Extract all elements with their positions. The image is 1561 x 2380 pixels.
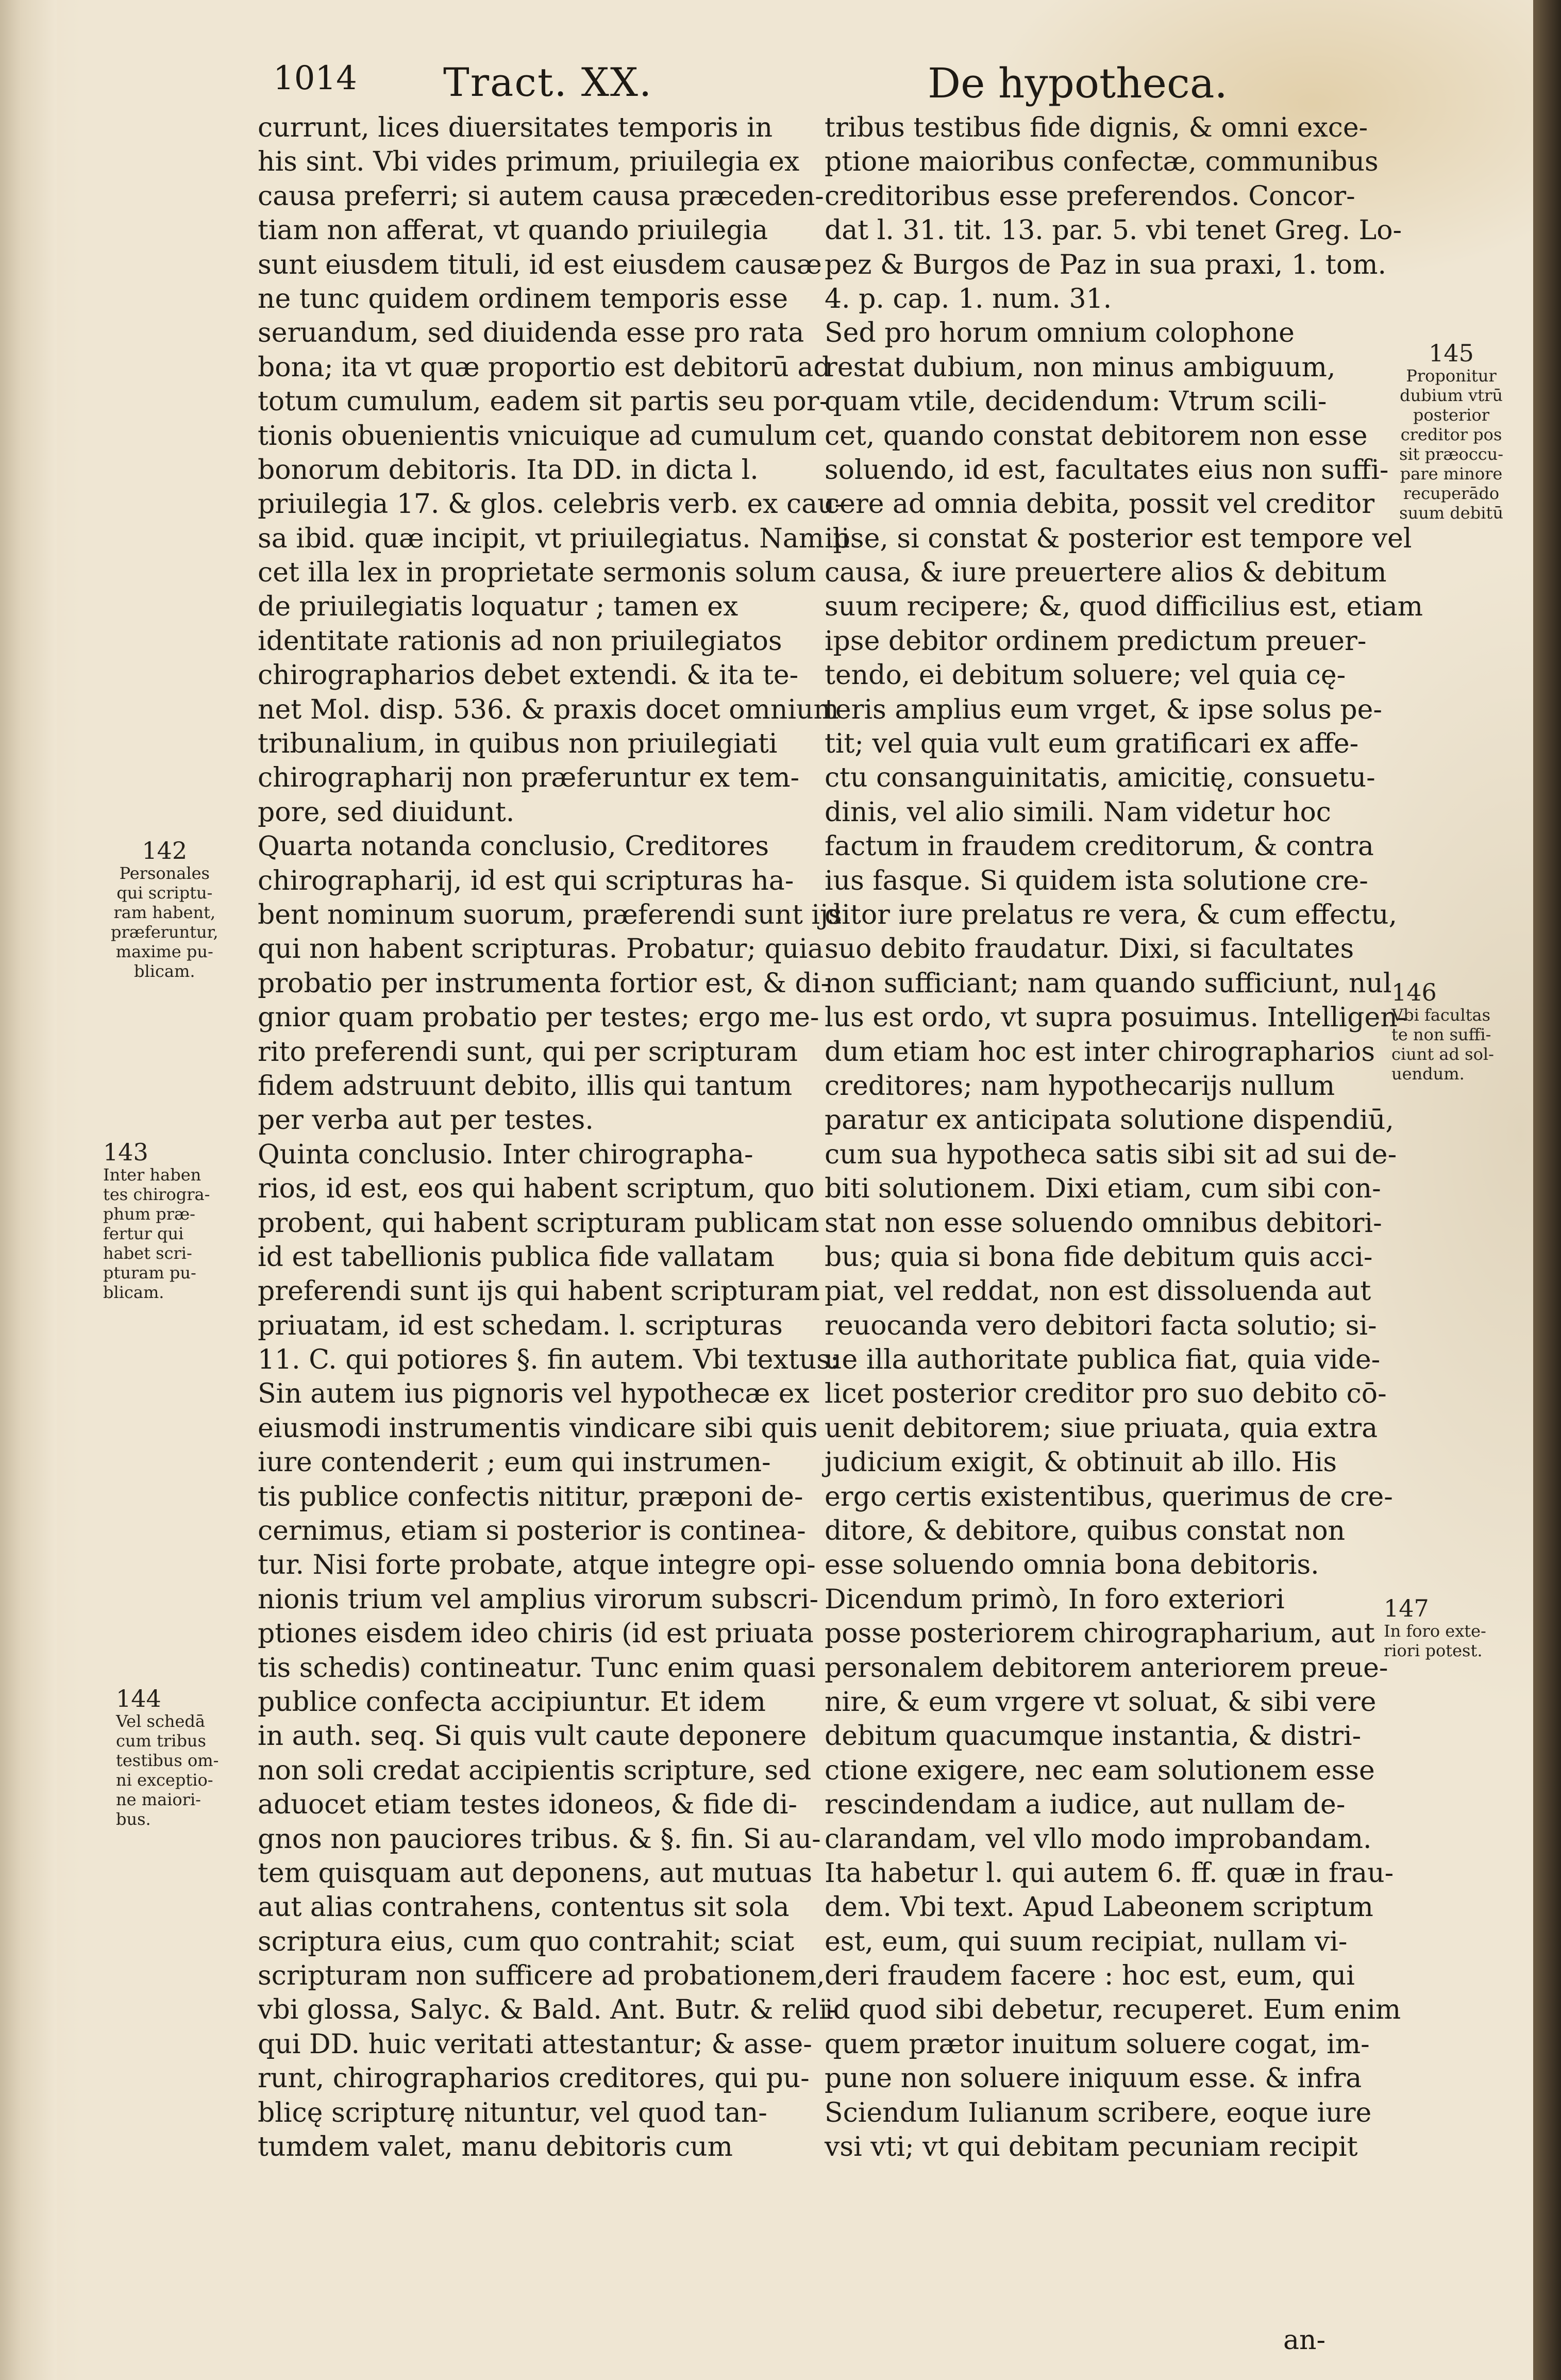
text-line: probent, qui habent scripturam publicam bbox=[258, 1207, 819, 1239]
book-edge bbox=[1533, 0, 1561, 2380]
text-line: sa ibid. quæ incipit, vt priuilegiatus. Nam li bbox=[258, 523, 850, 554]
marginal-note-line: In foro exte- bbox=[1384, 1621, 1486, 1641]
text-line: est, eum, qui suum recipiat, nullam vi- bbox=[825, 1926, 1348, 1957]
text-line: cere ad omnia debita, possit vel creditor bbox=[825, 489, 1375, 520]
text-line: Ita habetur l. qui autem 6. ff. quæ in frau- bbox=[825, 1857, 1394, 1889]
text-line: nionis trium vel amplius virorum subscri- bbox=[258, 1584, 819, 1615]
text-line: cet, quando constat debitorem non esse bbox=[825, 420, 1368, 452]
text-line: paratur ex anticipata solutione dispendiū, bbox=[825, 1105, 1394, 1136]
text-line: priuatam, id est schedam. l. scripturas bbox=[258, 1310, 783, 1341]
text-line: tis publice confectis nititur, præponi de- bbox=[258, 1481, 803, 1512]
marginal-note-line: posterior bbox=[1413, 405, 1490, 425]
text-line: tur. Nisi forte probate, atque integre opi- bbox=[258, 1550, 816, 1581]
marginal-note-line: Vel schedā bbox=[116, 1711, 205, 1731]
text-line: ditore, & debitore, quibus constat non bbox=[825, 1516, 1346, 1547]
marginal-note-146 bbox=[1391, 979, 1494, 1084]
text-line: preferendi sunt ijs qui habent scripturam bbox=[258, 1276, 820, 1307]
text-line: teris amplius eum vrget, & ipse solus pe- bbox=[825, 694, 1382, 725]
page-gutter bbox=[0, 0, 57, 2380]
text-line: gnos non pauciores tribus. & §. fin. Si au- bbox=[258, 1823, 821, 1855]
marginal-note-line: recuperādo bbox=[1403, 484, 1500, 503]
text-line: de priuilegiatis loquatur ; tamen ex bbox=[258, 591, 738, 623]
marginal-note-line: te non suffi- bbox=[1391, 1025, 1491, 1044]
text-line: dinis, vel alio simili. Nam videtur hoc bbox=[825, 796, 1331, 828]
marginal-note-line: Proponitur bbox=[1406, 366, 1497, 386]
marginal-note-147 bbox=[1384, 1595, 1486, 1660]
text-line: currunt, lices diuersitates temporis in bbox=[258, 112, 773, 143]
marginal-note-line: dubium vtrū bbox=[1400, 386, 1503, 405]
text-line: suum recipere; &, quod difficilius est, etiam bbox=[825, 591, 1423, 623]
marginal-note-line: Vbi facultas bbox=[1391, 1005, 1491, 1025]
text-line: tiam non afferat, vt quando priuilegia bbox=[258, 215, 768, 246]
text-line: ptiones eisdem ideo chiris (id est priuata bbox=[258, 1618, 814, 1650]
text-line: pez & Burgos de Paz in sua praxi, 1. tom. bbox=[825, 249, 1387, 280]
marginal-note-line: bus. bbox=[116, 1809, 151, 1829]
text-line: ditor iure prelatus re vera, & cum effectu, bbox=[825, 899, 1397, 930]
left-text-column bbox=[258, 111, 850, 2164]
text-line: his sint. Vbi vides primum, priuilegia ex bbox=[258, 146, 800, 178]
text-line: qui DD. huic veritati attestantur; & asse- bbox=[258, 2028, 812, 2060]
text-line: cum sua hypotheca satis sibi sit ad sui de- bbox=[825, 1139, 1397, 1170]
marginal-note-line: uendum. bbox=[1391, 1064, 1465, 1084]
text-line: posse posteriorem chirographarium, aut bbox=[825, 1618, 1375, 1650]
marginal-note-line: ne maiori- bbox=[116, 1790, 201, 1809]
running-head-tract: Tract. XX. bbox=[443, 59, 653, 105]
marginal-note-143 bbox=[103, 1139, 210, 1302]
text-line: fidem adstruunt debito, illis qui tantum bbox=[258, 1070, 793, 1102]
text-line: rios, id est, eos qui habent scriptum, quo bbox=[258, 1173, 815, 1205]
marginal-note-line: pturam pu- bbox=[103, 1263, 196, 1283]
text-line: quam vtile, decidendum: Vtrum scili- bbox=[825, 386, 1327, 418]
text-line: tribus testibus fide dignis, & omni exce- bbox=[825, 112, 1368, 143]
text-line: tionis obuenientis vnicuique ad cumulum bbox=[258, 420, 817, 452]
text-line: 4. p. cap. 1. num. 31. bbox=[825, 283, 1112, 314]
catchword: an- bbox=[1283, 2325, 1326, 2356]
marginal-note-line: suum debitū bbox=[1399, 503, 1503, 523]
text-line: id quod sibi debetur, recuperet. Eum enim bbox=[825, 1994, 1401, 2026]
text-line: tendo, ei debitum soluere; vel quia cę- bbox=[825, 660, 1346, 691]
marginal-note-line: phum præ- bbox=[103, 1204, 195, 1224]
text-line: personalem debitorem anteriorem preue- bbox=[825, 1652, 1388, 1684]
text-line: reuocanda vero debitori facta solutio; si- bbox=[825, 1310, 1377, 1341]
marginal-note-line: blicam. bbox=[103, 1283, 164, 1302]
text-line: Sin autem ius pignoris vel hypothecæ ex bbox=[258, 1378, 810, 1410]
marginal-note-line: riori potest. bbox=[1384, 1641, 1483, 1660]
text-line: ipse, si constat & posterior est tempore vel bbox=[825, 523, 1412, 554]
text-line: qui non habent scripturas. Probatur; quia bbox=[258, 934, 824, 965]
marginal-note-142 bbox=[111, 838, 219, 981]
text-line: priuilegia 17. & glos. celebris verb. ex cau- bbox=[258, 489, 844, 520]
marginal-note-number: 142 bbox=[142, 837, 188, 864]
text-line: seruandum, sed diuidenda esse pro rata bbox=[258, 318, 804, 349]
marginal-note-line: maxime pu- bbox=[115, 942, 213, 961]
marginal-note-line: pare minore bbox=[1400, 464, 1503, 484]
text-line: causa, & iure preuertere alios & debitum bbox=[825, 557, 1387, 589]
text-line: sunt eiusdem tituli, id est eiusdem causæ bbox=[258, 249, 822, 280]
text-line: restat dubium, non minus ambiguum, bbox=[825, 352, 1336, 383]
text-line: pore, sed diuidunt. bbox=[258, 796, 515, 828]
text-line: piat, vel reddat, non est dissoluenda aut bbox=[825, 1276, 1371, 1307]
text-line: blicę scripturę nituntur, vel quod tan- bbox=[258, 2097, 767, 2128]
text-line: dum etiam hoc est inter chirographarios bbox=[825, 1036, 1375, 1068]
marginal-note-number: 144 bbox=[116, 1685, 161, 1712]
marginal-note-line: fertur qui bbox=[103, 1224, 184, 1243]
text-line: lus est ordo, vt supra posuimus. Intelligen- bbox=[825, 1002, 1407, 1034]
marginal-note-line: blicam. bbox=[134, 961, 195, 981]
marginal-note-line: Personales bbox=[119, 863, 210, 883]
text-line: net Mol. disp. 536. & praxis docet omnium bbox=[258, 694, 839, 725]
marginal-note-number: 146 bbox=[1391, 978, 1437, 1006]
marginal-note-144 bbox=[116, 1686, 219, 1829]
text-line: id est tabellionis publica fide vallatam bbox=[258, 1241, 775, 1273]
text-line: tumdem valet, manu debitoris cum bbox=[258, 2132, 733, 2163]
text-line: Sciendum Iulianum scribere, eoque iure bbox=[825, 2097, 1372, 2128]
text-line: cernimus, etiam si posterior is continea- bbox=[258, 1516, 806, 1547]
text-line: uenit debitorem; siue priuata, quia extra bbox=[825, 1412, 1378, 1444]
marginal-note-line: ciunt ad sol- bbox=[1391, 1044, 1494, 1064]
text-line: tribunalium, in quibus non priuilegiati bbox=[258, 728, 778, 760]
text-line: deri fraudem facere : hoc est, eum, qui bbox=[825, 1960, 1355, 1992]
text-line: identitate rationis ad non priuilegiatos bbox=[258, 625, 782, 657]
text-line: suo debito fraudatur. Dixi, si facultates bbox=[825, 934, 1354, 965]
running-head-title: De hypotheca. bbox=[928, 59, 1228, 107]
text-line: debitum quacumque instantia, & distri- bbox=[825, 1721, 1362, 1752]
text-line: non soli credat accipientis scripture, sed bbox=[258, 1755, 812, 1786]
text-line: ptione maioribus confectæ, communibus bbox=[825, 146, 1379, 178]
text-line: 11. C. qui potiores §. fin autem. Vbi textus: bbox=[258, 1344, 840, 1376]
marginal-note-line: sit præoccu- bbox=[1399, 444, 1504, 464]
text-line: pune non soluere iniquum esse. & infra bbox=[825, 2063, 1362, 2094]
text-line: in auth. seq. Si quis vult caute deponere bbox=[258, 1721, 807, 1752]
text-line: totum cumulum, eadem sit partis seu por- bbox=[258, 386, 829, 418]
text-line: Sed pro horum omnium colophone bbox=[825, 318, 1295, 349]
text-line: scripturam non sufficere ad probationem, bbox=[258, 1960, 825, 1992]
text-line: chirographarij, id est qui scripturas ha- bbox=[258, 865, 794, 896]
page-number: 1014 bbox=[273, 59, 357, 97]
text-line: Quinta conclusio. Inter chirographa- bbox=[258, 1139, 753, 1170]
text-line: ue illa authoritate publica fiat, quia vide- bbox=[825, 1344, 1381, 1376]
text-line: rescindendam a iudice, aut nullam de- bbox=[825, 1789, 1346, 1821]
text-line: bus; quia si bona fide debitum quis acci- bbox=[825, 1241, 1373, 1273]
text-line: bonorum debitoris. Ita DD. in dicta l. bbox=[258, 454, 759, 486]
marginal-note-line: tes chirogra- bbox=[103, 1185, 210, 1204]
text-line: vbi glossa, Salyc. & Bald. Ant. Butr. & reli- bbox=[258, 1994, 837, 2026]
marginal-note-line: ni exceptio- bbox=[116, 1770, 213, 1790]
text-line: aduocet etiam testes idoneos, & fide di- bbox=[258, 1789, 797, 1821]
text-line: tis schedis) contineatur. Tunc enim quasi bbox=[258, 1652, 816, 1684]
text-line: bent nominum suorum, præferendi sunt ijs bbox=[258, 899, 842, 930]
marginal-note-line: testibus om- bbox=[116, 1751, 219, 1770]
text-line: esse soluendo omnia bona debitoris. bbox=[825, 1550, 1319, 1581]
text-line: chirographarios debet extendi. & ita te- bbox=[258, 660, 799, 691]
text-line: quem prætor inuitum soluere cogat, im- bbox=[825, 2028, 1370, 2060]
text-line: probatio per instrumenta fortior est, & di- bbox=[258, 968, 830, 999]
text-line: ctione exigere, nec eam solutionem esse bbox=[825, 1755, 1375, 1786]
text-line: dat l. 31. tit. 13. par. 5. vbi tenet Greg. Lo- bbox=[825, 215, 1402, 246]
text-line: ergo certis existentibus, querimus de cre- bbox=[825, 1481, 1393, 1512]
text-line: gnior quam probatio per testes; ergo me- bbox=[258, 1002, 819, 1034]
text-line: ipse debitor ordinem predictum preuer- bbox=[825, 625, 1367, 657]
text-line: soluendo, id est, facultates eius non suffi- bbox=[825, 454, 1389, 486]
text-line: Dicendum primò, In foro exteriori bbox=[825, 1584, 1285, 1615]
text-line: publice confecta accipiuntur. Et idem bbox=[258, 1686, 766, 1718]
text-line: chirographarij non præferuntur ex tem- bbox=[258, 762, 800, 794]
text-line: licet posterior creditor pro suo debito cō- bbox=[825, 1378, 1387, 1410]
marginal-note-145 bbox=[1399, 340, 1503, 523]
text-line: judicium exigit, & obtinuit ab illo. His bbox=[825, 1447, 1337, 1478]
text-line: ctu consanguinitatis, amicitię, consuetu- bbox=[825, 762, 1375, 794]
marginal-note-line: ram habent, bbox=[113, 903, 216, 922]
text-line: tit; vel quia vult eum gratificari ex affe- bbox=[825, 728, 1359, 760]
text-line: aut alias contrahens, contentus sit sola bbox=[258, 1892, 790, 1923]
text-line: nire, & eum vrgere vt soluat, & sibi vere bbox=[825, 1686, 1377, 1718]
marginal-note-line: habet scri- bbox=[103, 1243, 192, 1263]
text-line: per verba aut per testes. bbox=[258, 1105, 594, 1136]
text-line: vsi vti; vt qui debitam pecuniam recipit bbox=[825, 2132, 1358, 2163]
marginal-note-line: præferuntur, bbox=[111, 922, 219, 942]
text-line: stat non esse soluendo omnibus debitori- bbox=[825, 1207, 1382, 1239]
text-line: clarandam, vel vllo modo improbandam. bbox=[825, 1823, 1372, 1855]
text-line: causa preferri; si autem causa præceden- bbox=[258, 180, 824, 212]
marginal-note-number: 147 bbox=[1384, 1594, 1429, 1622]
marginal-note-line: cum tribus bbox=[116, 1731, 206, 1751]
text-line: Quarta notanda conclusio, Creditores bbox=[258, 831, 769, 862]
marginal-note-line: creditor pos bbox=[1400, 425, 1502, 444]
text-line: runt, chirographarios creditores, qui pu- bbox=[258, 2063, 810, 2094]
marginal-note-line: Inter haben bbox=[103, 1165, 202, 1185]
text-line: creditores; nam hypothecarijs nullum bbox=[825, 1070, 1335, 1102]
text-line: tem quisquam aut deponens, aut mutuas bbox=[258, 1857, 813, 1889]
marginal-note-number: 143 bbox=[103, 1138, 148, 1166]
marginal-note-line: qui scriptu- bbox=[116, 883, 213, 903]
text-line: eiusmodi instrumentis vindicare sibi quis bbox=[258, 1412, 818, 1444]
text-line: bona; ita vt quæ proportio est debitorū ad bbox=[258, 352, 831, 383]
text-line: biti solutionem. Dixi etiam, cum sibi con- bbox=[825, 1173, 1381, 1205]
text-line: factum in fraudem creditorum, & contra bbox=[825, 831, 1374, 862]
text-line: creditoribus esse preferendos. Concor- bbox=[825, 180, 1355, 212]
text-line: non sufficiant; nam quando sufficiunt, nul bbox=[825, 968, 1392, 999]
text-line: ne tunc quidem ordinem temporis esse bbox=[258, 283, 788, 314]
text-line: iure contenderit ; eum qui instrumen- bbox=[258, 1447, 771, 1478]
text-line: rito preferendi sunt, qui per scripturam bbox=[258, 1036, 798, 1068]
text-line: ius fasque. Si quidem ista solutione cre- bbox=[825, 865, 1368, 896]
text-line: dem. Vbi text. Apud Labeonem scriptum bbox=[825, 1892, 1373, 1923]
text-line: cet illa lex in proprietate sermonis solum bbox=[258, 557, 816, 589]
text-line: scriptura eius, cum quo contrahit; sciat bbox=[258, 1926, 795, 1957]
marginal-note-number: 145 bbox=[1429, 339, 1474, 367]
